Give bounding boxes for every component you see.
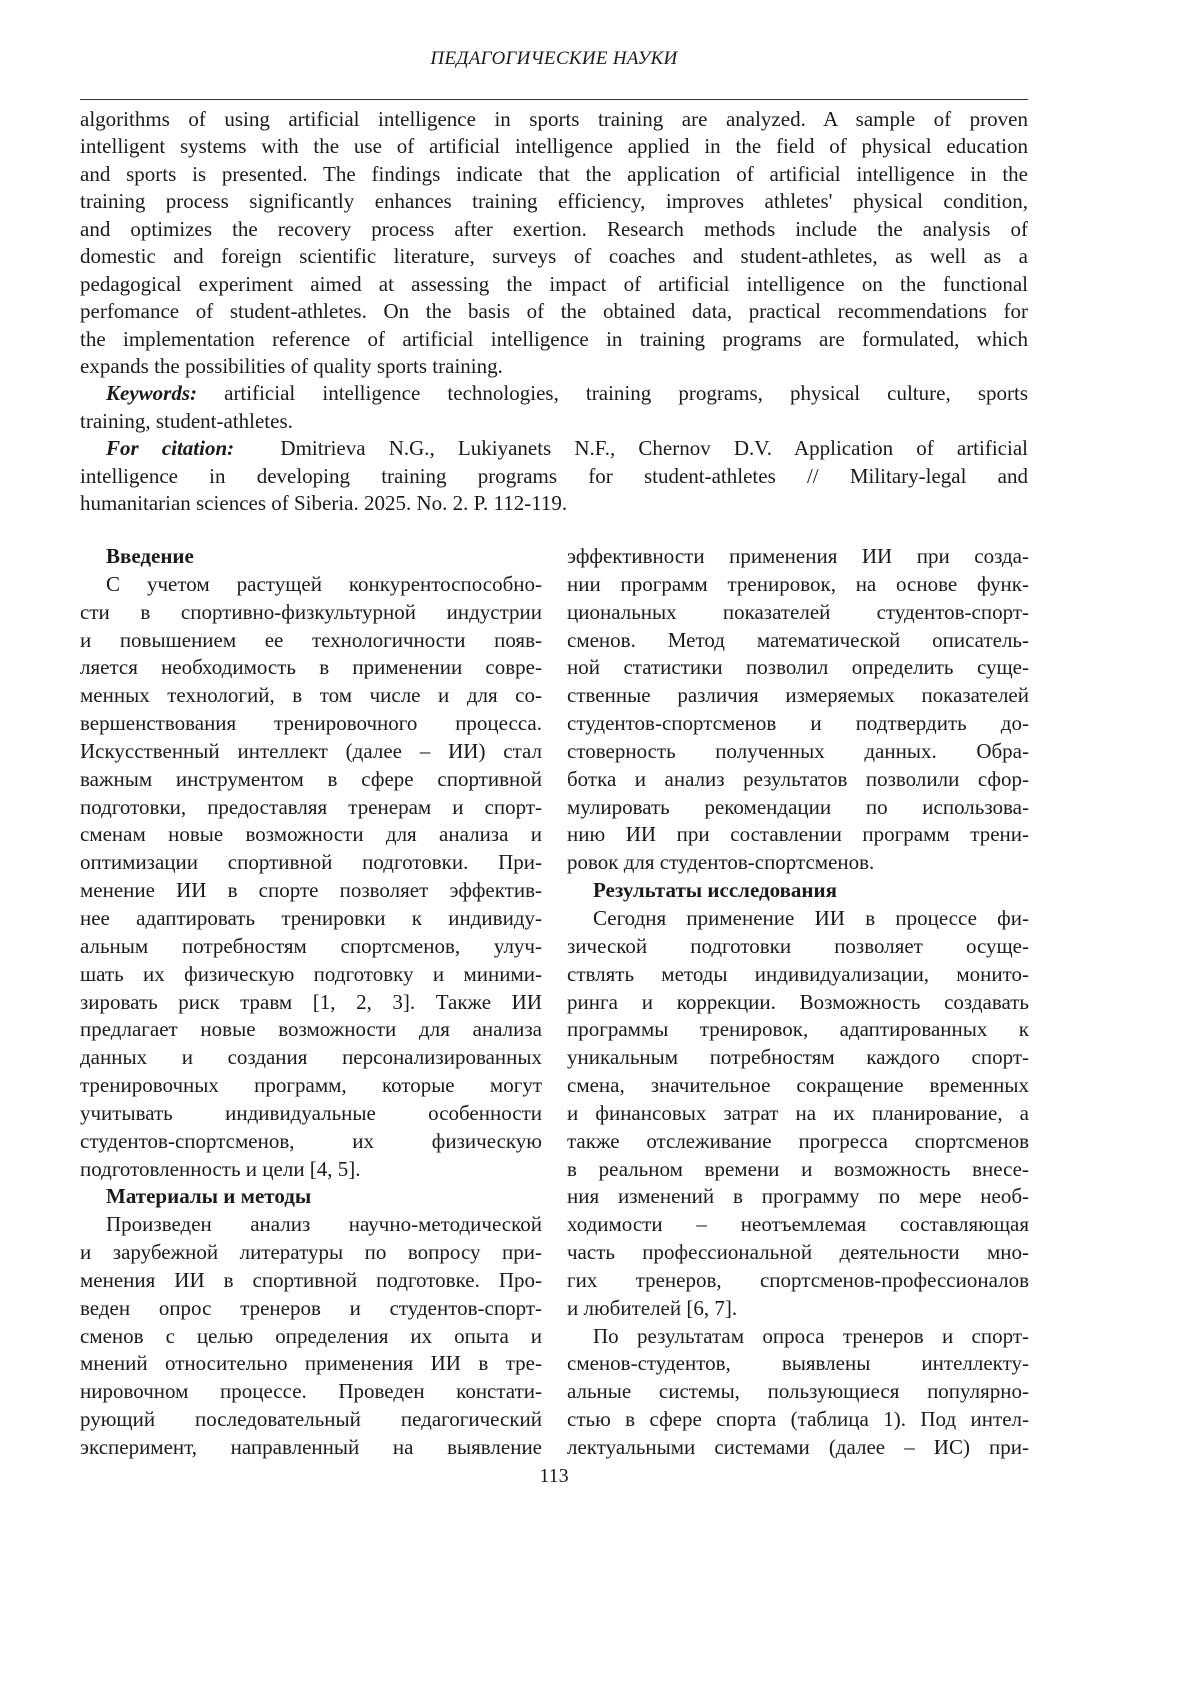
text-line: смена, значительное сокращение временных xyxy=(567,1073,1029,1098)
text-line: ходимости – неотъемлемая составляющая xyxy=(567,1212,1029,1237)
running-title: ПЕДАГОГИЧЕСКИЕ НАУКИ xyxy=(430,48,678,69)
text-line: эксперимент, направленный на выявление xyxy=(80,1435,542,1459)
text-line: expands the possibilities of quality sports training. xyxy=(80,353,503,378)
paragraph xyxy=(80,435,1028,517)
text-line: ственные различия измеряемых показателей xyxy=(567,683,1029,708)
text-line: мнений относительно применения ИИ в тре- xyxy=(80,1351,542,1376)
text-line: and sports is presented. The findings indicate that the application of artificial intelligence in the xyxy=(80,161,1028,186)
text-line: стью в сфере спорта (таблица 1). Под интел- xyxy=(567,1407,1029,1432)
text-line: training, student-athletes. xyxy=(80,408,293,433)
text-line: С учетом растущей конкурентоспособно- xyxy=(106,571,542,596)
text-line: нии программ тренировок, на основе функ- xyxy=(567,571,1029,596)
paragraph xyxy=(80,106,1028,380)
paragraph xyxy=(80,380,1028,435)
text-line: подготовки, предоставляя тренерам и спорт- xyxy=(80,794,542,819)
text-line: часть профессиональной деятельности мно- xyxy=(567,1240,1029,1265)
paragraph xyxy=(567,905,1029,1323)
text-line: вершенствования тренировочного процесса. xyxy=(80,711,542,736)
text-line: данных и создания персонализированных xyxy=(80,1045,542,1070)
paragraph xyxy=(567,1323,1029,1462)
text-line: the implementation reference of artificial intelligence in training programs are formulated, which xyxy=(80,326,1028,351)
text-line: альные системы, пользующиеся популярно- xyxy=(567,1379,1029,1404)
text-line: стоверность полученных данных. Обра- xyxy=(567,738,1029,763)
text-line: pedagogical experiment aimed at assessing the impact of artificial intelligence on the functional xyxy=(80,271,1028,296)
text-line: domestic and foreign scientific literature, surveys of coaches and student-athletes, as well as a xyxy=(80,244,1028,269)
text-line: зической подготовки позволяет осуще- xyxy=(567,933,1029,958)
text-line: ния изменений в программу по мере необ- xyxy=(567,1184,1029,1209)
text-line: сменов с целью определения их опыта и xyxy=(80,1323,542,1348)
lead-text: Dmitrieva N.G., Lukiyanets N.F., Chernov D.V. Application of artificial xyxy=(234,436,1028,461)
text-line: and optimizes the recovery process after exertion. Research methods include the analysis of xyxy=(80,216,1028,241)
section-heading: Результаты исследования xyxy=(593,878,837,903)
header-divider xyxy=(80,99,1028,100)
lead-label: For citation: xyxy=(106,436,235,461)
text-line: эффективности применения ИИ при созда- xyxy=(567,544,1029,568)
text-line: также отслеживание прогресса спортсменов xyxy=(567,1128,1029,1153)
text-line: шать их физическую подготовку и миними- xyxy=(80,961,542,986)
text-line: в реальном времени и возможность внесе- xyxy=(567,1156,1029,1181)
text-line: perfomance of student-athletes. On the basis of the obtained data, practical recommendations for xyxy=(80,299,1028,324)
text-line xyxy=(80,435,1028,462)
text-line: менения ИИ в спортивной подготовке. Про- xyxy=(80,1267,542,1292)
paragraph xyxy=(567,543,1029,877)
section-heading: Введение xyxy=(106,544,194,568)
text-line: менных технологий, в том числе и для со- xyxy=(80,683,542,708)
text-line: и любителей [6, 7]. xyxy=(567,1295,738,1320)
text-line: предлагает новые возможности для анализа xyxy=(80,1017,542,1042)
text-line: humanitarian sciences of Siberia. 2025. No. 2. P. 112-119. xyxy=(80,491,568,516)
text-line: студентов-спортсменов, их физическую xyxy=(80,1128,542,1153)
paragraph xyxy=(80,1211,542,1462)
text-line: ляется необходимость в применении совре- xyxy=(80,655,542,680)
text-line: оптимизации спортивной подготовки. При- xyxy=(80,850,542,875)
text-line: нировочном процессе. Проведен констати- xyxy=(80,1379,542,1404)
text-line: ровок для студентов-спортсменов. xyxy=(567,850,875,875)
text-line: альным потребностям спортсменов, улуч- xyxy=(80,933,542,958)
text-line xyxy=(80,380,1028,407)
text-line: intelligent systems with the use of artificial intelligence applied in the field of physical education xyxy=(80,134,1028,159)
text-line: сменов-студентов, выявлены интеллекту- xyxy=(567,1351,1029,1376)
section-heading: Материалы и методы xyxy=(106,1184,312,1209)
text-line: мулировать рекомендации по использова- xyxy=(567,794,1029,819)
text-line: и зарубежной литературы по вопросу при- xyxy=(80,1240,542,1265)
text-line: ботка и анализ результатов позволили сфор- xyxy=(567,766,1029,791)
text-line: важным инструментом в сфере спортивной xyxy=(80,766,542,791)
text-line: ринга и коррекции. Возможность создавать xyxy=(567,989,1029,1014)
text-line: рующий последовательный педагогический xyxy=(80,1407,542,1432)
text-line: учитывать индивидуальные особенности xyxy=(80,1100,542,1125)
paragraph xyxy=(80,571,542,1184)
lead-label: Keywords: xyxy=(106,381,197,406)
text-line: Искусственный интеллект (далее – ИИ) стал xyxy=(80,738,542,763)
text-line: циональных показателей студентов-спорт- xyxy=(567,599,1029,624)
text-line: и финансовых затрат на их планирование, а xyxy=(567,1100,1029,1125)
text-line: ной статистики позволил определить суще- xyxy=(567,655,1029,680)
text-line: сменам новые возможности для анализа и xyxy=(80,822,542,847)
text-line: нию ИИ при составлении программ трени- xyxy=(567,822,1029,847)
text-line: менение ИИ в спорте позволяет эффектив- xyxy=(80,878,542,903)
text-line: По результатам опроса тренеров и спорт- xyxy=(593,1323,1029,1348)
text-line: Произведен анализ научно-методической xyxy=(106,1212,542,1237)
left-column xyxy=(80,543,542,1462)
right-column xyxy=(567,543,1029,1462)
text-line: algorithms of using artificial intelligence in sports training are analyzed. A sample of proven xyxy=(80,107,1028,131)
text-line: уникальным потребностям каждого спорт- xyxy=(567,1045,1029,1070)
text-line: сменов. Метод математической описатель- xyxy=(567,627,1029,652)
text-line: гих тренеров, спортсменов-профессионалов xyxy=(567,1267,1029,1292)
page-number: 113 xyxy=(539,1465,569,1487)
text-line: нее адаптировать тренировки к индивиду- xyxy=(80,905,542,930)
text-line: Сегодня применение ИИ в процессе фи- xyxy=(593,905,1029,930)
text-line: intelligence in developing training programs for student-athletes // Military-legal and xyxy=(80,463,1028,488)
text-line: сти в спортивно-физкультурной индустрии xyxy=(80,599,542,624)
text-line: программы тренировок, адаптированных к xyxy=(567,1017,1029,1042)
text-line: подготовленность и цели [4, 5]. xyxy=(80,1156,361,1181)
text-line: training process significantly enhances training efficiency, improves athletes' physical condition, xyxy=(80,189,1028,214)
text-line: лектуальными системами (далее – ИС) при- xyxy=(567,1435,1029,1459)
text-line: и повышением ее технологичности появ- xyxy=(80,627,542,652)
text-line: тренировочных программ, которые могут xyxy=(80,1073,542,1098)
text-line: зировать риск травм [1, 2, 3]. Также ИИ xyxy=(80,989,542,1014)
lead-text: artificial intelligence technologies, training programs, physical culture, sports xyxy=(197,381,1028,406)
text-line: веден опрос тренеров и студентов-спорт- xyxy=(80,1295,542,1320)
abstract xyxy=(80,106,1028,518)
text-line: студентов-спортсменов и подтвердить до- xyxy=(567,711,1029,736)
text-line: ствлять методы индивидуализации, монито- xyxy=(567,961,1029,986)
